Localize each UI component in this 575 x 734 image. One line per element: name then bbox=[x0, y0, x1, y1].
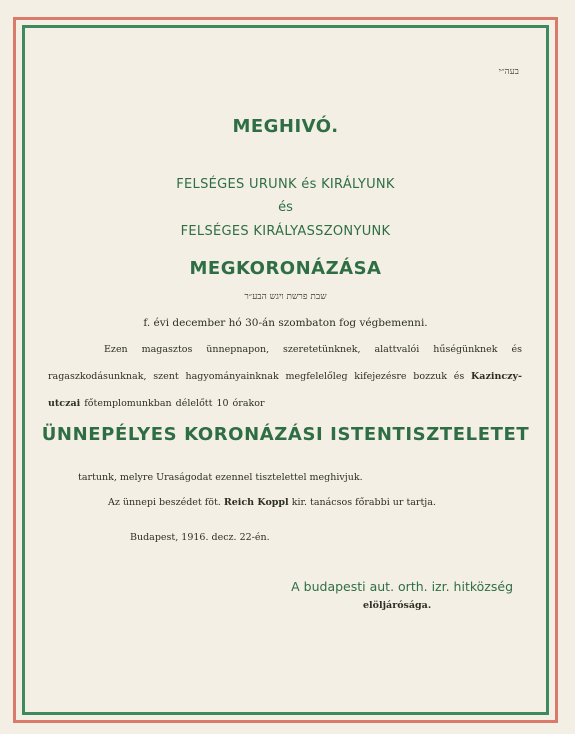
signature-board: elöljárósága. bbox=[363, 600, 432, 611]
service-heading: ÜNNEPÉLYES KORONÁZÁSI ISTENTISZTELETET bbox=[41, 424, 530, 445]
speaker-name: Reich Koppl bbox=[223, 497, 289, 508]
majesty-queen-line: FELSÉGES KIRÁLYASSZONYUNK bbox=[180, 224, 391, 239]
hebrew-corner-text: בעה״י bbox=[498, 67, 519, 77]
invite-line: tartunk, melyre Uraságodat ezennel tisztelettel meghivjuk. bbox=[78, 472, 363, 483]
paragraph-text-c: főtemplomunkban délelőtt 10 órakor bbox=[80, 398, 265, 409]
paragraph-street-name: Kazinczy-utczai bbox=[48, 371, 522, 409]
date-line: f. évi december hó 30-án szombaton fog végbemenni. bbox=[143, 317, 428, 329]
place-date: Budapest, 1916. decz. 22-én. bbox=[130, 532, 270, 543]
speech-line bbox=[108, 497, 436, 508]
coronation-heading: MEGKORONÁZÁSA bbox=[189, 258, 382, 279]
and-line: és bbox=[278, 200, 293, 215]
majesty-king-line: FELSÉGES URUNK és KIRÁLYUNK bbox=[176, 177, 395, 192]
hebrew-subline: שבת פרשת ויגש הבע״ר bbox=[244, 292, 327, 302]
speech-text-c: kir. tanácsos főrabbi ur tartja. bbox=[288, 497, 436, 508]
invitation-title: MEGHIVÓ. bbox=[232, 116, 339, 137]
speech-text-a: Az ünnepi beszédet föt. bbox=[108, 497, 224, 508]
paragraph-text-a: Ezen magasztos ünnepnapon, szeretetünknek, alattvalói hűségünknek és ragaszkodásunknak, szent hagyományainknak megfelelőleg kifejezésre bozzuk és bbox=[48, 344, 522, 382]
signature-community: A budapesti aut. orth. izr. hitközség bbox=[291, 579, 513, 594]
invitation-content bbox=[30, 32, 541, 708]
main-paragraph bbox=[48, 336, 522, 417]
